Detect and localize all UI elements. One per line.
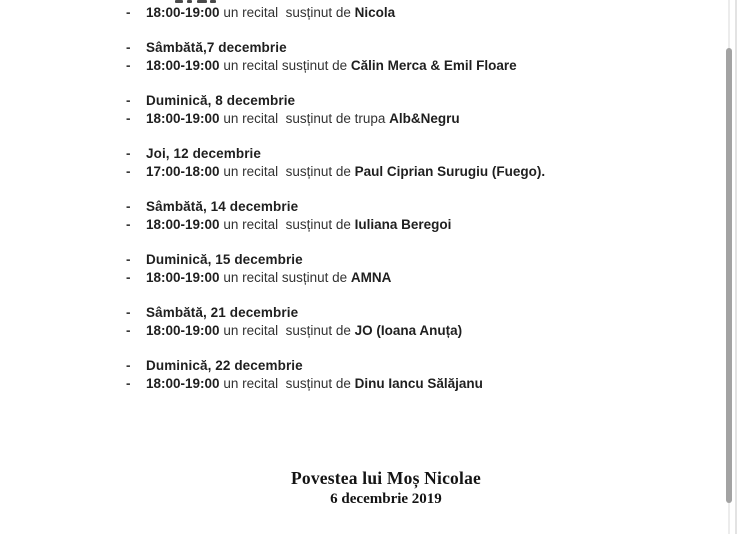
time-range: 18:00-19:00: [146, 217, 220, 232]
bullet-dash: -: [126, 323, 131, 338]
recital-text: un recital susținut de: [219, 164, 355, 179]
schedule-group: [125, 4, 705, 22]
time-line: [125, 322, 705, 340]
bullet-dash: -: [126, 164, 131, 179]
clipped-text-fragment: [187, 0, 192, 3]
artist-name: Iuliana Beregoi: [354, 217, 452, 232]
time-line: [125, 110, 705, 128]
date-line: [125, 92, 705, 110]
schedule-group: [125, 304, 705, 340]
schedule-group: [125, 92, 705, 128]
artist-name: Călin Merca & Emil Floare: [350, 58, 517, 73]
artist-name: JO (Ioana Anuța): [354, 323, 463, 338]
schedule-group: [125, 251, 705, 287]
date-line: [125, 251, 705, 269]
artist-name: Dinu Iancu Sălăjanu: [354, 376, 483, 391]
recital-text: un recital susținut de: [219, 5, 355, 20]
bullet-dash: -: [126, 111, 131, 126]
bullet-dash: -: [126, 270, 131, 285]
time-range: 17:00-18:00: [146, 164, 220, 179]
bullet-dash: -: [126, 217, 131, 232]
schedule-group: [125, 39, 705, 75]
artist-name: Alb&Negru: [389, 111, 460, 126]
time-range: 18:00-19:00: [146, 58, 220, 73]
schedule-list: [125, 4, 705, 410]
recital-text: un recital susținut de: [219, 323, 355, 338]
bullet-dash: -: [126, 93, 131, 108]
event-date-title: 6 decembrie 2019: [330, 491, 442, 507]
time-line: [125, 163, 705, 181]
event-title: Povestea lui Moș Nicolae: [291, 468, 481, 488]
clipped-text-fragment: [210, 0, 216, 3]
bullet-dash: -: [126, 358, 131, 373]
time-line: [125, 269, 705, 287]
time-range: 18:00-19:00: [146, 323, 220, 338]
bullet-dash: -: [126, 146, 131, 161]
artist-name: Paul Ciprian Surugiu (Fuego).: [354, 164, 546, 179]
date-line: [125, 39, 705, 57]
recital-text: un recital susținut de: [219, 270, 351, 285]
event-date: Duminică, 8 decembrie: [146, 93, 296, 108]
artist-name: AMNA: [350, 270, 392, 285]
bullet-dash: -: [126, 58, 131, 73]
recital-text: un recital susținut de trupa: [219, 111, 390, 126]
scrollbar-thumb[interactable]: [726, 48, 732, 503]
bullet-dash: -: [126, 5, 131, 20]
recital-text: un recital susținut de: [219, 376, 355, 391]
event-footer: [291, 468, 481, 508]
artist-name: Nicola: [354, 5, 396, 20]
recital-text: un recital susținut de: [219, 58, 351, 73]
bullet-dash: -: [126, 376, 131, 391]
time-range: 18:00-19:00: [146, 270, 220, 285]
schedule-group: [125, 357, 705, 393]
bullet-dash: -: [126, 199, 131, 214]
bullet-dash: -: [126, 305, 131, 320]
schedule-group: [125, 145, 705, 181]
time-line: [125, 375, 705, 393]
window-edge-divider: [735, 0, 737, 534]
event-date: Sâmbătă, 14 decembrie: [146, 199, 299, 214]
event-date: Sâmbătă,7 decembrie: [146, 40, 287, 55]
recital-text: un recital susținut de: [219, 217, 355, 232]
time-line: [125, 4, 705, 22]
date-line: [125, 145, 705, 163]
bullet-dash: -: [126, 252, 131, 267]
event-date: Duminică, 22 decembrie: [146, 358, 303, 373]
time-line: [125, 216, 705, 234]
event-date: Joi, 12 decembrie: [146, 146, 262, 161]
clipped-text-fragment: [175, 0, 183, 3]
event-date: Sâmbătă, 21 decembrie: [146, 305, 299, 320]
clipped-text-fragment: [197, 0, 207, 3]
bullet-dash: -: [126, 40, 131, 55]
date-line: [125, 357, 705, 375]
time-line: [125, 57, 705, 75]
date-line: [125, 198, 705, 216]
schedule-group: [125, 198, 705, 234]
date-line: [125, 304, 705, 322]
time-range: 18:00-19:00: [146, 5, 220, 20]
event-date: Duminică, 15 decembrie: [146, 252, 303, 267]
time-range: 18:00-19:00: [146, 376, 220, 391]
time-range: 18:00-19:00: [146, 111, 220, 126]
